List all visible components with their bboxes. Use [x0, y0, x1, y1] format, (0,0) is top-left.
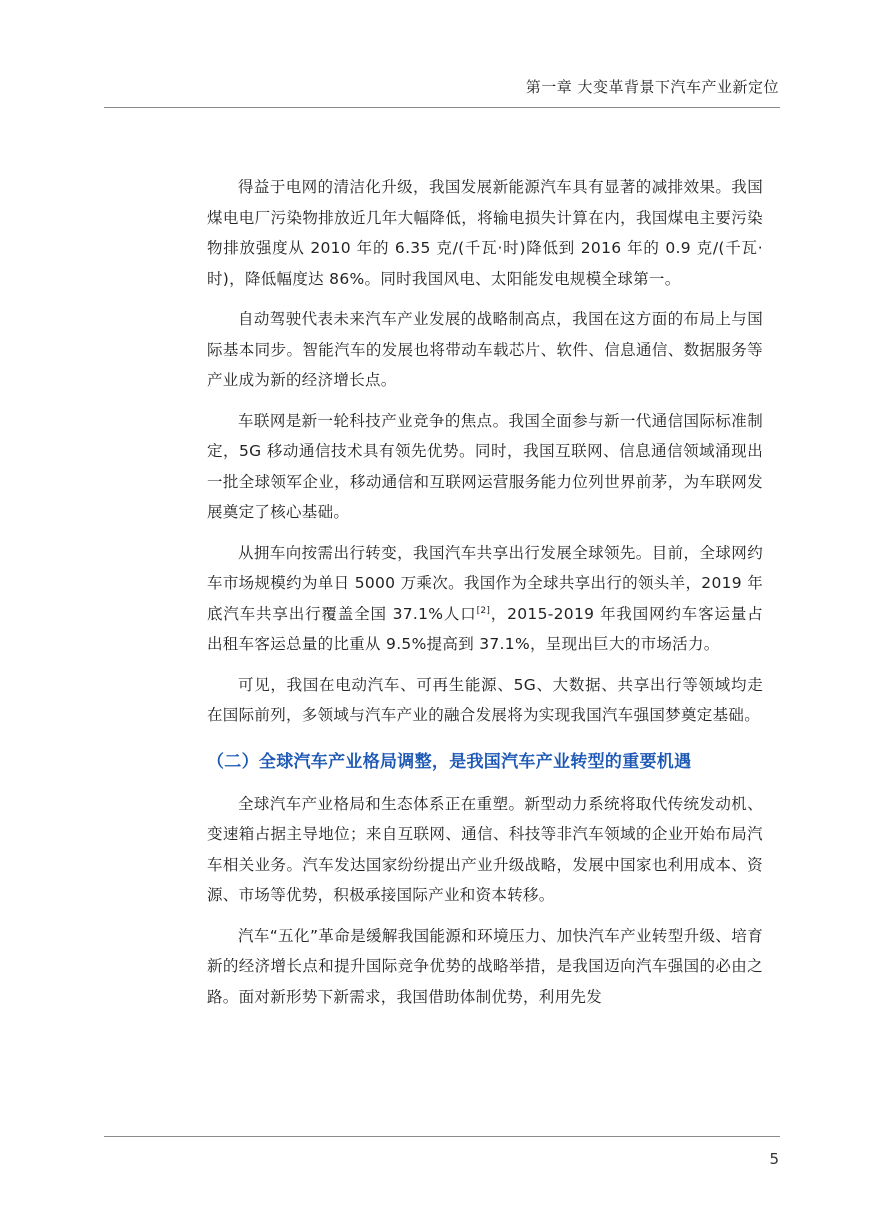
running-header-title: 第一章 大变革背景下汽车产业新定位	[525, 78, 779, 96]
page-body	[207, 172, 763, 1022]
footnote-reference[interactable]: [2]	[476, 605, 491, 616]
paragraph-shared-mobility	[207, 538, 763, 660]
paragraph-autonomous-driving: 自动驾驶代表未来汽车产业发展的战略制高点，我国在这方面的布局上与国际基本同步。智能汽车的发展也将带动车载芯片、软件、信息通信、数据服务等产业成为新的经济增长点。	[207, 310, 763, 389]
shared-mobility-text-1: 从拥车向按需出行转变，我国汽车共享出行发展全球领先。目前，全球网约车市场规模约为单日 5000 万乘次。我国作为全球共享出行的领头羊，2019 年底汽车共享出行覆盖全国 37.1%人口	[207, 543, 763, 623]
paragraph-grid-emissions: 得益于电网的清洁化升级，我国发展新能源汽车具有显著的减排效果。我国煤电电厂污染物排放近几年大幅降低，将输电损失计算在内，我国煤电主要污染物排放强度从 2010 年的 6.35 克/(千瓦·时)降低到 2016 年的 0.9 克/(千瓦·时)，降低幅度达 86%。同时我国风电、太阳能发电规模全球第一。	[207, 178, 763, 288]
header-divider	[104, 107, 780, 108]
paragraph-conclusion: 可见，我国在电动汽车、可再生能源、5G、大数据、共享出行等领域均走在国际前列，多领域与汽车产业的融合发展将为实现我国汽车强国梦奠定基础。	[207, 675, 763, 724]
paragraph-five-transformations: 汽车“五化”革命是缓解我国能源和环境压力、加快汽车产业转型升级、培育新的经济增长点和提升国际竞争优势的战略举措，是我国迈向汽车强国的必由之路。面对新形势下新需求，我国借助体制优势，利用先发	[207, 926, 763, 1006]
page-number: 5	[769, 1150, 779, 1168]
paragraph-connected-vehicles: 车联网是新一轮科技产业竞争的焦点。我国全面参与新一代通信国际标准制定，5G 移动通信技术具有领先优势。同时，我国互联网、信息通信领域涌现出一批全球领军企业，移动通信和互联网运营服务能力位列世界前茅，为车联网发展奠定了核心基础。	[207, 411, 763, 521]
section-heading: （二）全球汽车产业格局调整，是我国汽车产业转型的重要机遇	[207, 751, 692, 772]
footer-divider	[104, 1136, 780, 1137]
shared-mobility-text-2: ，2015-2019 年我国网约车客运量占出租车客运总量的比重从 9.5%提高到 37.1%，呈现出巨大的市场活力。	[207, 604, 763, 653]
paragraph-global-landscape: 全球汽车产业格局和生态体系正在重塑。新型动力系统将取代传统发动机、变速箱占据主导地位；来自互联网、通信、科技等非汽车领域的企业开始布局汽车相关业务。汽车发达国家纷纷提出产业升级战略，发展中国家也利用成本、资源、市场等优势，积极承接国际产业和资本转移。	[207, 794, 763, 904]
